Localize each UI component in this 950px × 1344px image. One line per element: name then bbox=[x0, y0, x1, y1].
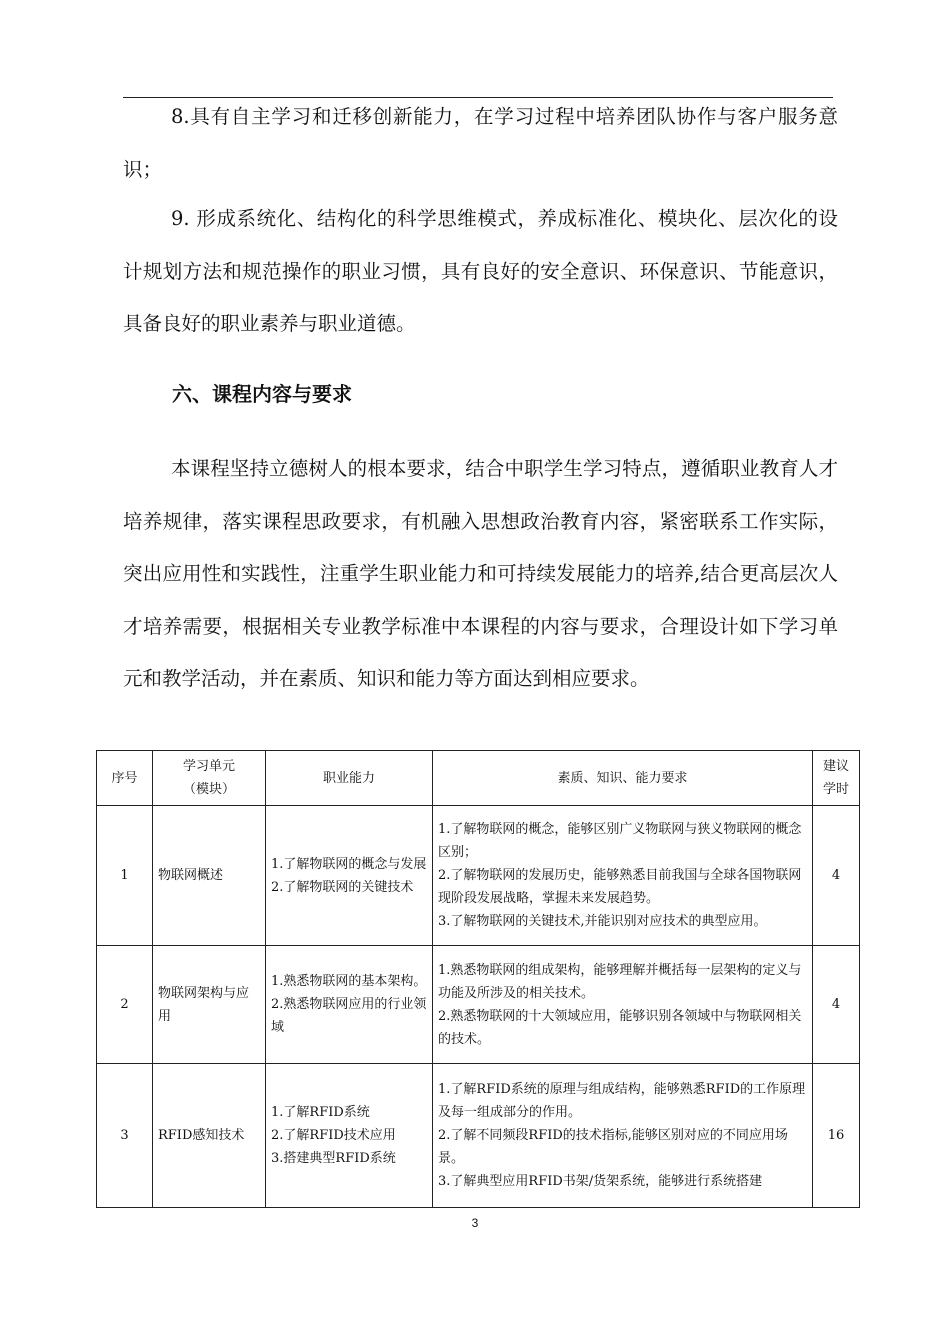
table-header-row bbox=[97, 751, 860, 806]
row-ability bbox=[266, 1064, 433, 1208]
header-ability: 职业能力 bbox=[266, 751, 433, 806]
header-unit-line2: （模块） bbox=[182, 782, 235, 797]
ability-item: 1.了解物联网的概念与发展 bbox=[271, 856, 427, 872]
page-number: 3 bbox=[471, 1216, 479, 1230]
requirement-item: 1.了解物联网的概念，能够区别广义物联网与狭义物联网的概念区别； bbox=[438, 822, 802, 860]
row-requirements bbox=[433, 946, 813, 1064]
requirement-item: 1.熟悉物联网的组成架构，能够理解并概括每一层架构的定义与功能及所涉及的相关技术。 bbox=[438, 962, 802, 1001]
row-ability bbox=[266, 806, 433, 946]
intro-paragraph: 本课程坚持立德树人的根本要求，结合中职学生学习特点，遵循职业教育人才培养规律，落实课程思政要求，有机融入思想政治教育内容，紧密联系工作实际，突出应用性和实践性，注重学生职业能力和可持续发展能力的培养,结合更高层次人才培养需要，根据相关专业教学标准中本课程的内容与要求，合理设计如下学习单元和教学活动，并在素质、知识和能力等方面达到相应要求。 bbox=[123, 457, 838, 690]
row-seq: 2 bbox=[97, 946, 153, 1064]
row-seq: 1 bbox=[97, 806, 153, 946]
requirement-item: 1.了解RFID系统的原理与组成结构，能够熟悉RFID的工作原理及每一组成部分的作用。 bbox=[438, 1082, 806, 1120]
row-hours: 4 bbox=[813, 946, 860, 1064]
header-unit-line1: 学习单元 bbox=[182, 759, 235, 774]
course-content-table bbox=[96, 750, 860, 1208]
table-row bbox=[97, 1064, 860, 1208]
paragraph-item-8: 8.具有自主学习和迁移创新能力，在学习过程中培养团队协作与客户服务意识； bbox=[123, 105, 838, 181]
requirement-item: 2.熟悉物联网的十大领域应用，能够识别各领域中与物联网相关的技术。 bbox=[438, 1008, 802, 1047]
header-hours bbox=[813, 751, 860, 806]
row-unit: 物联网概述 bbox=[153, 806, 266, 946]
header-hours-line1: 建议 bbox=[822, 759, 849, 774]
section-heading: 六、课程内容与要求 bbox=[172, 382, 352, 406]
requirement-item: 3.了解物联网的关键技术,并能识别对应技术的典型应用。 bbox=[438, 914, 767, 929]
row-requirements bbox=[433, 806, 813, 946]
row-ability bbox=[266, 946, 433, 1064]
header-unit bbox=[153, 751, 266, 806]
requirement-item: 2.了解不同频段RFID的技术指标,能够区别对应的不同应用场景。 bbox=[438, 1128, 788, 1166]
header-seq: 序号 bbox=[97, 751, 153, 806]
requirement-item: 2.了解物联网的发展历史，能够熟悉目前我国与全球各国物联网现阶段发展战略，掌握未来发展趋势。 bbox=[438, 868, 802, 906]
header-hours-line2: 学时 bbox=[822, 782, 849, 797]
ability-item: 2.了解RFID技术应用 bbox=[271, 1128, 396, 1143]
row-unit: RFID感知技术 bbox=[153, 1064, 266, 1208]
table-row bbox=[97, 946, 860, 1064]
row-seq: 3 bbox=[97, 1064, 153, 1208]
ability-item: 2.熟悉物联网应用的行业领域 bbox=[271, 997, 427, 1035]
row-unit: 物联网架构与应用 bbox=[153, 946, 266, 1064]
paragraph-item-9: 9. 形成系统化、结构化的科学思维模式，养成标准化、模块化、层次化的设计规划方法和规范操作的职业习惯，具有良好的安全意识、环保意识、节能意识，具备良好的职业素养与职业道德。 bbox=[123, 207, 838, 335]
ability-item: 3.搭建典型RFID系统 bbox=[271, 1151, 396, 1166]
table-row bbox=[97, 806, 860, 946]
row-hours: 4 bbox=[813, 806, 860, 946]
ability-item: 2.了解物联网的关键技术 bbox=[271, 879, 414, 895]
row-requirements bbox=[433, 1064, 813, 1208]
requirement-item: 3.了解典型应用RFID书架/货架系统，能够进行系统搭建 bbox=[438, 1174, 763, 1189]
ability-item: 1.了解RFID系统 bbox=[271, 1105, 370, 1120]
ability-item: 1.熟悉物联网的基本架构。 bbox=[271, 974, 427, 989]
row-hours: 16 bbox=[813, 1064, 860, 1208]
header-requirements: 素质、知识、能力要求 bbox=[433, 751, 813, 806]
